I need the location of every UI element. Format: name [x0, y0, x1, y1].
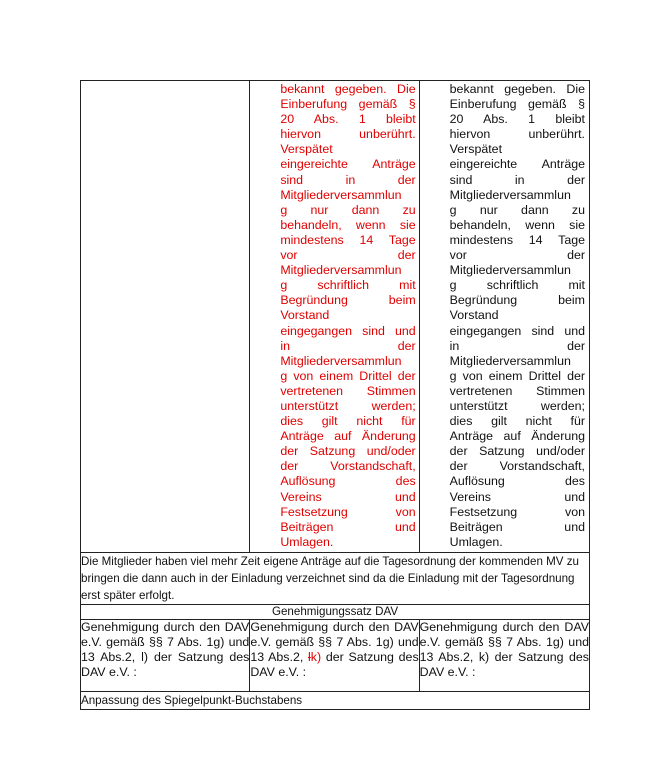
paragraph-line: Festsetzung von [449, 504, 585, 519]
paragraph-line: bekannt gegeben. Die [280, 82, 416, 96]
paragraph-line: Vereins und [280, 489, 416, 504]
paragraph-line: g von einem Drittel der [280, 368, 416, 383]
approval-row [81, 619, 590, 691]
footer-text: Anpassung des Spiegelpunkt-Buchstabens [81, 691, 590, 709]
main-row-col3 [419, 81, 589, 553]
paragraph-line: eingegangen sind und [449, 323, 585, 338]
paragraph-line: in der [280, 338, 416, 353]
paragraph-line: Anträge auf Änderung [280, 429, 416, 444]
paragraph-line: Vorstand [449, 308, 499, 323]
strike-letter: l [308, 649, 311, 664]
paragraph-line: der Satzung und/oder [280, 444, 416, 459]
paragraph-line: g schriftlich mit [280, 278, 416, 293]
paragraph-line: Mitgliederversammlun [449, 263, 571, 278]
approval-col2: Genehmigung durch den DAV e.V. gemäß §§ 7 Abs. 1g) und 13 Abs.2, lk) der Satzung des DAV e.V. : [250, 619, 419, 691]
paragraph-line: Einberufung gemäß § [449, 97, 585, 112]
paragraph-line: unterstützt werden; [280, 398, 416, 413]
paragraph-line: Mitgliederversammlun [449, 187, 571, 202]
paragraph-line: mindestens 14 Tage [449, 232, 585, 247]
paragraph-line: in der [449, 338, 585, 353]
paragraph-line: sind in der [280, 172, 416, 187]
paragraph-line: Vorstand [280, 308, 330, 323]
approval-col1: Genehmigung durch den DAV e.V. gemäß §§ 7 Abs. 1g) und 13 Abs.2, l) der Satzung des DAV e.V. : [81, 619, 250, 691]
paragraph-line: Festsetzung von [280, 504, 416, 519]
paragraph-line: Mitgliederversammlun [280, 353, 402, 368]
paragraph-line: Mitgliederversammlun [280, 263, 402, 278]
paragraph-line: eingereichte Anträge [280, 157, 416, 172]
paragraph-line: Verspätet [280, 142, 333, 157]
main-row-col1 [81, 81, 250, 553]
paragraph-line: Beiträgen und [280, 519, 416, 534]
paragraph-line: Mitgliederversammlun [449, 353, 571, 368]
paragraph-line: vertretenen Stimmen [449, 383, 585, 398]
paragraph-line: Anträge auf Änderung [449, 429, 585, 444]
paragraph-line: g schriftlich mit [449, 278, 585, 293]
paragraph-line: Verspätet [449, 142, 503, 157]
paragraph-line: Auflösung des [280, 474, 416, 489]
paragraph-line: bekannt gegeben. Die [449, 82, 585, 96]
paragraph-line: sind in der [449, 172, 585, 187]
paragraph-line: eingereichte Anträge [449, 157, 585, 172]
red-paragraph [250, 81, 418, 552]
paragraph-line: Umlagen. [280, 534, 334, 549]
paragraph-line: g nur dann zu [280, 202, 416, 217]
paragraph-line: mindestens 14 Tage [280, 232, 416, 247]
paragraph-line: hiervon unberührt. [449, 127, 585, 142]
paragraph-line: behandeln, wenn sie [449, 217, 585, 232]
paragraph-line: dies gilt nicht für [280, 414, 416, 429]
note-row [81, 552, 590, 604]
paragraph-line: Vereins und [449, 489, 585, 504]
paragraph-line: hiervon unberührt. [280, 127, 416, 142]
main-row-col2 [250, 81, 419, 553]
paragraph-line: eingegangen sind und [280, 323, 416, 338]
paragraph-line: Einberufung gemäß § [280, 97, 416, 112]
paragraph-line: der Vorstandschaft, [280, 459, 416, 474]
paragraph-line: Auflösung des [449, 474, 585, 489]
comparison-table [80, 80, 590, 710]
paragraph-line: Umlagen. [449, 534, 503, 549]
paragraph-line: vor der [280, 248, 416, 263]
paragraph-line: dies gilt nicht für [449, 414, 585, 429]
approval-col3: Genehmigung durch den DAV e.V. gemäß §§ 7 Abs. 1g) und 13 Abs.2, k) der Satzung des DAV e.V. : [419, 619, 589, 691]
footer-row [81, 691, 590, 709]
section-header: Genehmigungssatz DAV [81, 604, 590, 619]
paragraph-line: Beiträgen und [449, 519, 585, 534]
inserted-letter: k) [310, 649, 322, 664]
paragraph-line: unterstützt werden; [449, 398, 585, 413]
black-paragraph [420, 81, 589, 552]
paragraph-line: g nur dann zu [449, 202, 585, 217]
paragraph-line: Begründung beim [280, 293, 416, 308]
section-header-row [81, 604, 590, 619]
paragraph-line: 20 Abs. 1 bleibt [449, 112, 585, 127]
paragraph-line: behandeln, wenn sie [280, 217, 416, 232]
paragraph-line: der Vorstandschaft, [449, 459, 585, 474]
paragraph-line: Begründung beim [449, 293, 585, 308]
paragraph-line: vertretenen Stimmen [280, 383, 416, 398]
paragraph-line: g von einem Drittel der [449, 368, 585, 383]
paragraph-line: Mitgliederversammlun [280, 187, 402, 202]
paragraph-line: vor der [449, 248, 585, 263]
note-text: Die Mitglieder haben viel mehr Zeit eigene Anträge auf die Tagesordnung der kommenden MV zu bringen die dann auch in der Einladung verzeichnet sind da die Einladung mit der Tagesordnung erst später erfolgt. [81, 552, 590, 604]
paragraph-line: der Satzung und/oder [449, 444, 585, 459]
main-row [81, 81, 590, 553]
paragraph-line: 20 Abs. 1 bleibt [280, 112, 416, 127]
